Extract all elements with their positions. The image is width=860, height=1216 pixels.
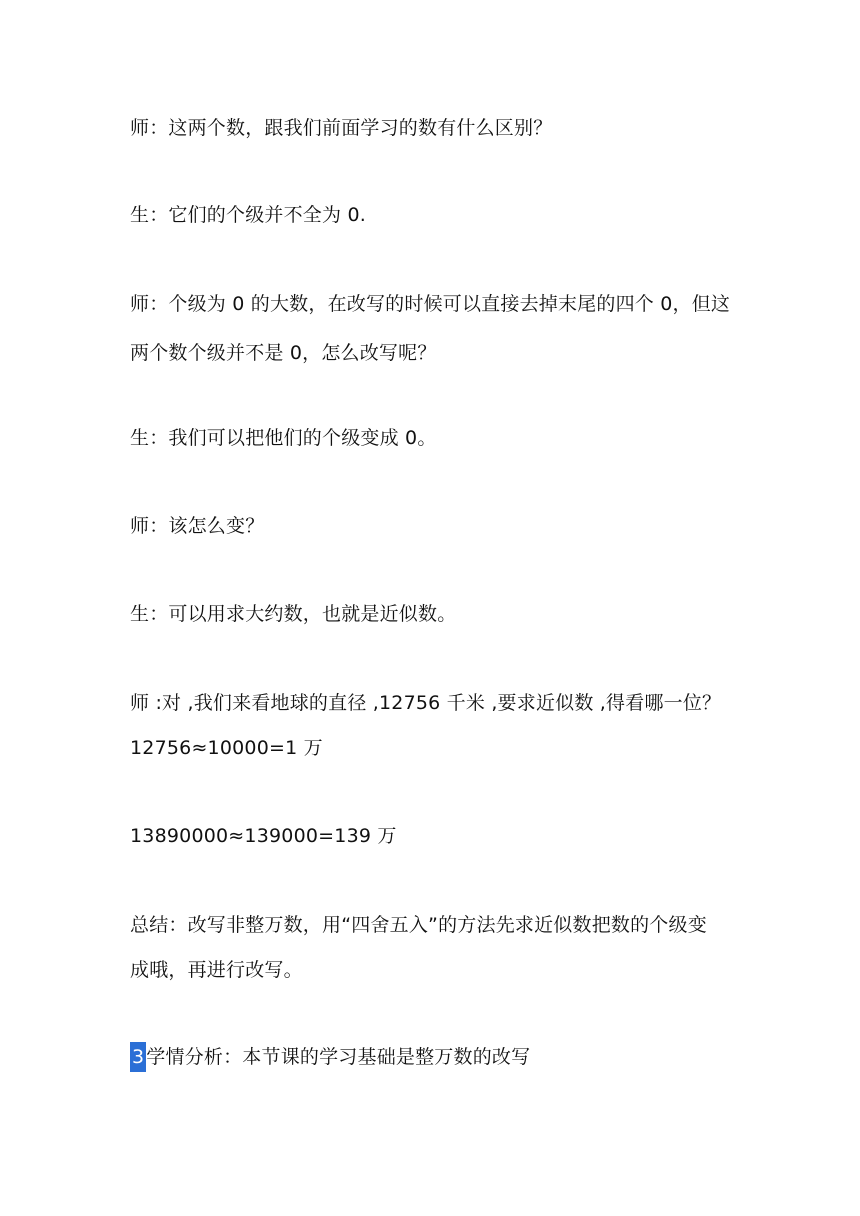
dialogue-line: 生：可以用求大约数，也就是近似数。	[130, 603, 457, 625]
formula-line: 12756≈10000=1 万	[130, 737, 323, 759]
summary-line: 成哦，再进行改写。	[130, 959, 303, 981]
dialogue-line: 生：它们的个级并不全为 0.	[130, 204, 366, 226]
dialogue-line: 师：个级为 0 的大数，在改写的时候可以直接去掉末尾的四个 0，但这	[130, 293, 731, 315]
dialogue-line: 两个数个级并不是 0，怎么改写呢？	[130, 342, 437, 364]
summary-line: 总结：改写非整万数，用“四舍五入”的方法先求近似数把数的个级变	[130, 914, 707, 936]
section-number-highlight: 3	[130, 1042, 146, 1072]
dialogue-line: 师：这两个数，跟我们前面学习的数有什么区别？	[130, 117, 553, 139]
formula-line: 13890000≈139000=139 万	[130, 825, 397, 847]
section-heading	[130, 1042, 530, 1072]
section-heading-text: 学情分析：本节课的学习基础是整万数的改写	[146, 1046, 531, 1068]
dialogue-line: 师 :对 ,我们来看地球的直径 ,12756 千米 ,要求近似数 ,得看哪一位？	[130, 692, 722, 714]
dialogue-line: 师：该怎么变？	[130, 515, 265, 537]
dialogue-line: 生：我们可以把他们的个级变成 0。	[130, 427, 437, 449]
